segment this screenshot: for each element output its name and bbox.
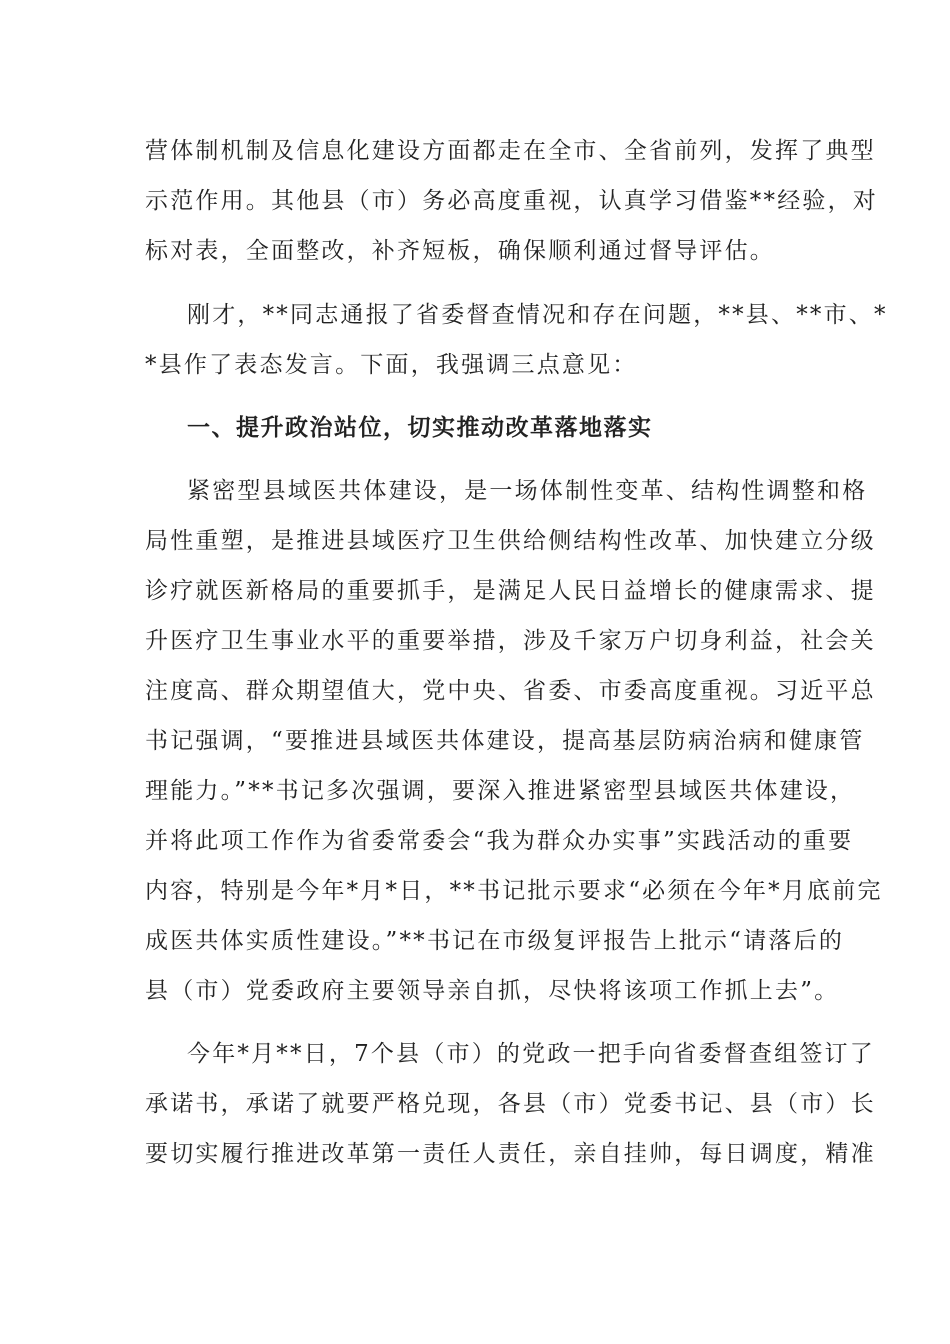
body-text-line: 诊疗就医新格局的重要抓手，是满足人民日益增长的健康需求、提 (145, 578, 876, 604)
body-text-line: 要切实履行推进改革第一责任人责任，亲自挂帅，每日调度，精准 (145, 1141, 876, 1167)
body-text-line: 升医疗卫生事业水平的重要举措，涉及千家万户切身利益，社会关 (145, 628, 876, 654)
body-text-line: 承诺书，承诺了就要严格兑现，各县（市）党委书记、县（市）长 (145, 1091, 876, 1117)
body-text-line: 局性重塑，是推进县域医疗卫生供给侧结构性改革、加快建立分级 (145, 528, 876, 554)
body-text-line: 标对表，全面整改，补齐短板，确保顺利通过督导评估。 (145, 238, 775, 264)
section-heading: 一、提升政治站位，切实推动改革落地落实 (187, 415, 653, 441)
paragraph-first-line: 今年*月**日，7个县（市）的党政一把手向省委督查组签订了 (187, 1041, 875, 1067)
body-text-line: 县（市）党委政府主要领导亲自抓，尽快将该项工作抓上去”。 (145, 978, 840, 1004)
body-text-line: 成医共体实质性建设。”**书记在市级复评报告上批示“请落后的 (145, 928, 845, 954)
body-text-line: 示范作用。其他县（市）务必高度重视，认真学习借鉴**经验，对 (145, 188, 878, 214)
paragraph-first-line: 紧密型县域医共体建设，是一场体制性变革、结构性调整和格 (187, 478, 868, 504)
body-text-line: 理能力。”**书记多次强调，要深入推进紧密型县域医共体建设， (145, 778, 856, 804)
body-text-line: 书记强调，“要推进县域医共体建设，提高基层防病治病和健康管 (145, 728, 865, 754)
body-text-line: 并将此项工作作为省委常委会“我为群众办实事”实践活动的重要 (145, 828, 854, 854)
paragraph-first-line: 刚才，**同志通报了省委督查情况和存在问题，**县、**市、* (187, 302, 888, 328)
body-text-line: 内容，特别是今年*月*日，**书记批示要求“必须在今年*月底前完 (145, 878, 883, 904)
body-text-line: *县作了表态发言。下面，我强调三点意见： (145, 352, 638, 378)
body-text-line: 营体制机制及信息化建设方面都走在全市、全省前列，发挥了典型 (145, 138, 876, 164)
body-text-line: 注度高、群众期望值大，党中央、省委、市委高度重视。习近平总 (145, 678, 876, 704)
